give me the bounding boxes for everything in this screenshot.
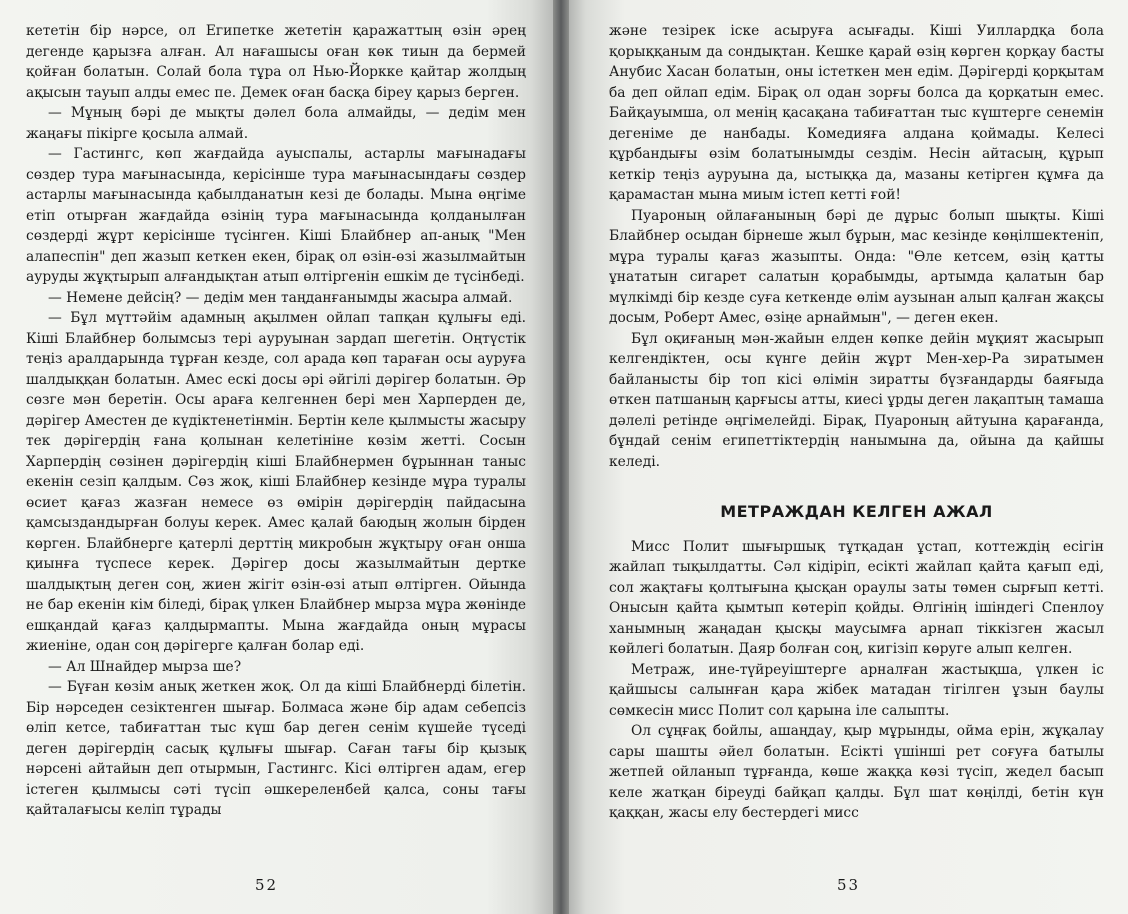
paragraph: — Ал Шнайдер мырза ше? [48,658,242,675]
paragraph: — Мұның бәрі де мықты дәлел бола алмайды, — дедім мен жаңағы пікірге қосыла алмай. [26,105,526,142]
paragraph: және тезірек іске асыруға асығады. Кіші Уиллардқа бола қорыққаным да сондықтан. Кешке қарай өзің көрген қорқау басты Анубис Хасан болатын, оны істеткен мен едім. Дәрігерді қорқытам ба деп ойлап едім. Бірақ ол одан зорғы болса да қорқатын емес. Байқауымша, ол менің қасақана табиғаттан тыс күштерге сенемін дегеніме де нанбады. Комедияға алдана қоймады. Келесі құрбандығы өзім болатынымды сездім. Несін айтасың, құрып кеткір теңіз ауруына да, ыстыққа да, мазаны кетірген құмға да қарамастан мына миым істеп кетті ғой! [609,23,1104,203]
paragraph: — Немене дейсің? — дедім мен таңданғанымды жасыра алмай. [48,289,513,306]
paragraph: Мисс Полит шығыршық тұтқадан ұстап, коттеждің есігін жайлап тықылдатты. Сәл кідіріп, есікті жайлап қайта қағып еді, сол жақтағы қолтығына қысқан ораулы заты төмен сырғып кетті. Онысын қайта қымтып көтеріп қойды. Өлгінің ішіндегі Спенлоу ханымның жаңадан қысқы маусымға арнап тіккізген жасыл көйлегі болатын. Даяр болған соң, кигізіп көруге алып келген. [609,538,1104,657]
left-page [0,0,553,914]
page-number-left: 52 [255,876,279,894]
chapter-title: МЕТРАЖДАН КЕЛГЕН АЖАЛ [720,502,993,521]
right-page-text [609,21,1104,824]
paragraph: Метраж, ине-түйреуіштерге арналған жастықша, үлкен іс қайшысы салынған қара жібек матадан тігілген ұзын баулы сөмкесін мисс Полит сол қарына іле салыпты. [609,661,1104,719]
paragraph: Ол сұңғақ бойлы, ашаңдау, қыр мұрынды, ойма ерін, жұқалау сары шашты әйел болатын. Есікті үшінші рет соғуға батылы жетпей ойланып тұрғанда, көше жаққа көзі түсіп, жедел басып келе жатқан біреуді байқап қалды. Бұл шат көңілді, бетін күн қаққан, жасы елу бестердегі мисс [609,723,1104,821]
page-number-right: 53 [837,876,861,894]
right-page [569,0,1128,914]
paragraph: кететін бір нәрсе, ол Египетке жететін қаражаттың өзін әрең дегенде қарызға алған. Ал нағашысы оған көк тиын да бермей қойған болатын. Солай бола тұра ол Нью-Йоркке қайтар жолдың ақысын тауып алды емес пе. Демек оған басқа біреу қарыз берген. [26,23,526,101]
paragraph: — Бүған көзім анық жеткен жоқ. Ол да кіші Блайбнерді білетін. Бір нәрседен сезіктенген шығар. Болмаса және бір адам себепсіз өліп кетсе, табиғаттан тыс күш бар деген сенім күшейе түседі деген дәрігердің сасық құлығы шығар. Саған тағы бір қызық нәрсені айтайын деп отырмын, Гастингс. Кісі өлтірген адам, егер істеген қылмысы сәті түсіп әшкереленбей қалса, соны тағы қайталағысы келіп тұрады [26,679,526,818]
paragraph: Бұл оқиғаның мән-жайын елден көпке дейін мұқият жасырып келгендіктен, осы күнге дейін жұрт Мен-хер-Ра зиратымен байланысты бір топ кісі өлімін зиратты бүзғандарды баяғыда өткен патшаның қарғысы атты, киесі ұрды деген лақаптың тамаша дәлелі ретінде әңгімелейді. Бірақ, Пуароның айтуына қарағанда, бұндай сенім египеттіктердің нанымына да, ойына да қайшы келеді. [609,330,1104,470]
book-gutter [553,0,569,914]
paragraph: Пуароның ойлағанының бәрі де дұрыс болып шықты. Кіші Блайбнер осыдан бірнеше жыл бұрын, мас кезінде көңілшектеніп, мұра туралы қағаз жазыпты. Онда: "Өле кетсем, өзің қатты ұнататын сигарет салатын қорабымды, артымда қалатын бар мүлкімді бір кезде суға кеткенде өлім аузынан алып қалған жақсы досым, Роберт Амес, өзіңе арнаймын", — деген екен. [609,207,1104,326]
left-page-text [26,21,526,821]
paragraph: — Бұл мүттәйім адамның ақылмен ойлап тапқан құлығы еді. Кіші Блайбнер болымсыз тері ауруынан зардап шегетін. Оңтүстік теңіз аралдарында тұрған кезде, сол арада көп тараған осы ауруға шалдыққан болатын. Амес ескі досы әрі әйгілі дәрігер болатын. Әр сөзге мән беретін. Осы араға келгеннен бері мен Харперден де, дәрігер Аместен де күдіктенетінмін. Бертін келе қылмысты жасыру тек дәрігердің ғана қолынан келетініне көзім жетті. Сосын Харпердің сөзінен дәрігердің кіші Блайбнермен бұрыннан таныс екенін сезіп қалдым. Сөз жоқ, кіші Блайбнер кезінде мұра туралы өсиет қағаз жазған немесе өз өмірін дәрігердің пайдасына қамсыздандырған болуы керек. Амес қалай баюдың жолын бірден көрген. Блайбнерге қатерлі дерттің микробын жұқтыру оған онша қиынға түспесе керек. Дәрігер досы жазылмайтын дертке шалдықтың деген соң, жиен жігіт өзін-өзі атып өлтірген. Ойында не бар екенін кім біледі, бірақ үлкен Блайбнер мырза мұра жөнінде ешқандай қағаз қалдырмапты. Мына жағдайда оның мұрасы жиеніне, одан соң дәрігерге қалған болар еді. [26,310,526,654]
paragraph: — Гастингс, көп жағдайда ауыспалы, астарлы мағынадағы сөздер тура мағынасында, керісінше тура мағынасындағы сөздер астарлы мағынасында қабылданатын кезі де болады. Мына өңгіме етіп отырған жағдайда өзінің тура мағынасында қолданылған сөздерді жұрт керісінше түсінген. Кіші Блайбнер ап-анық "Мен алапеспін" деп жазып кеткен екен, бірақ ол өзін-өзі жазылмайтын ауруды жұқтырып алғандықтан атып өлтіргенін ешкім де түсінбеді. [26,146,526,285]
